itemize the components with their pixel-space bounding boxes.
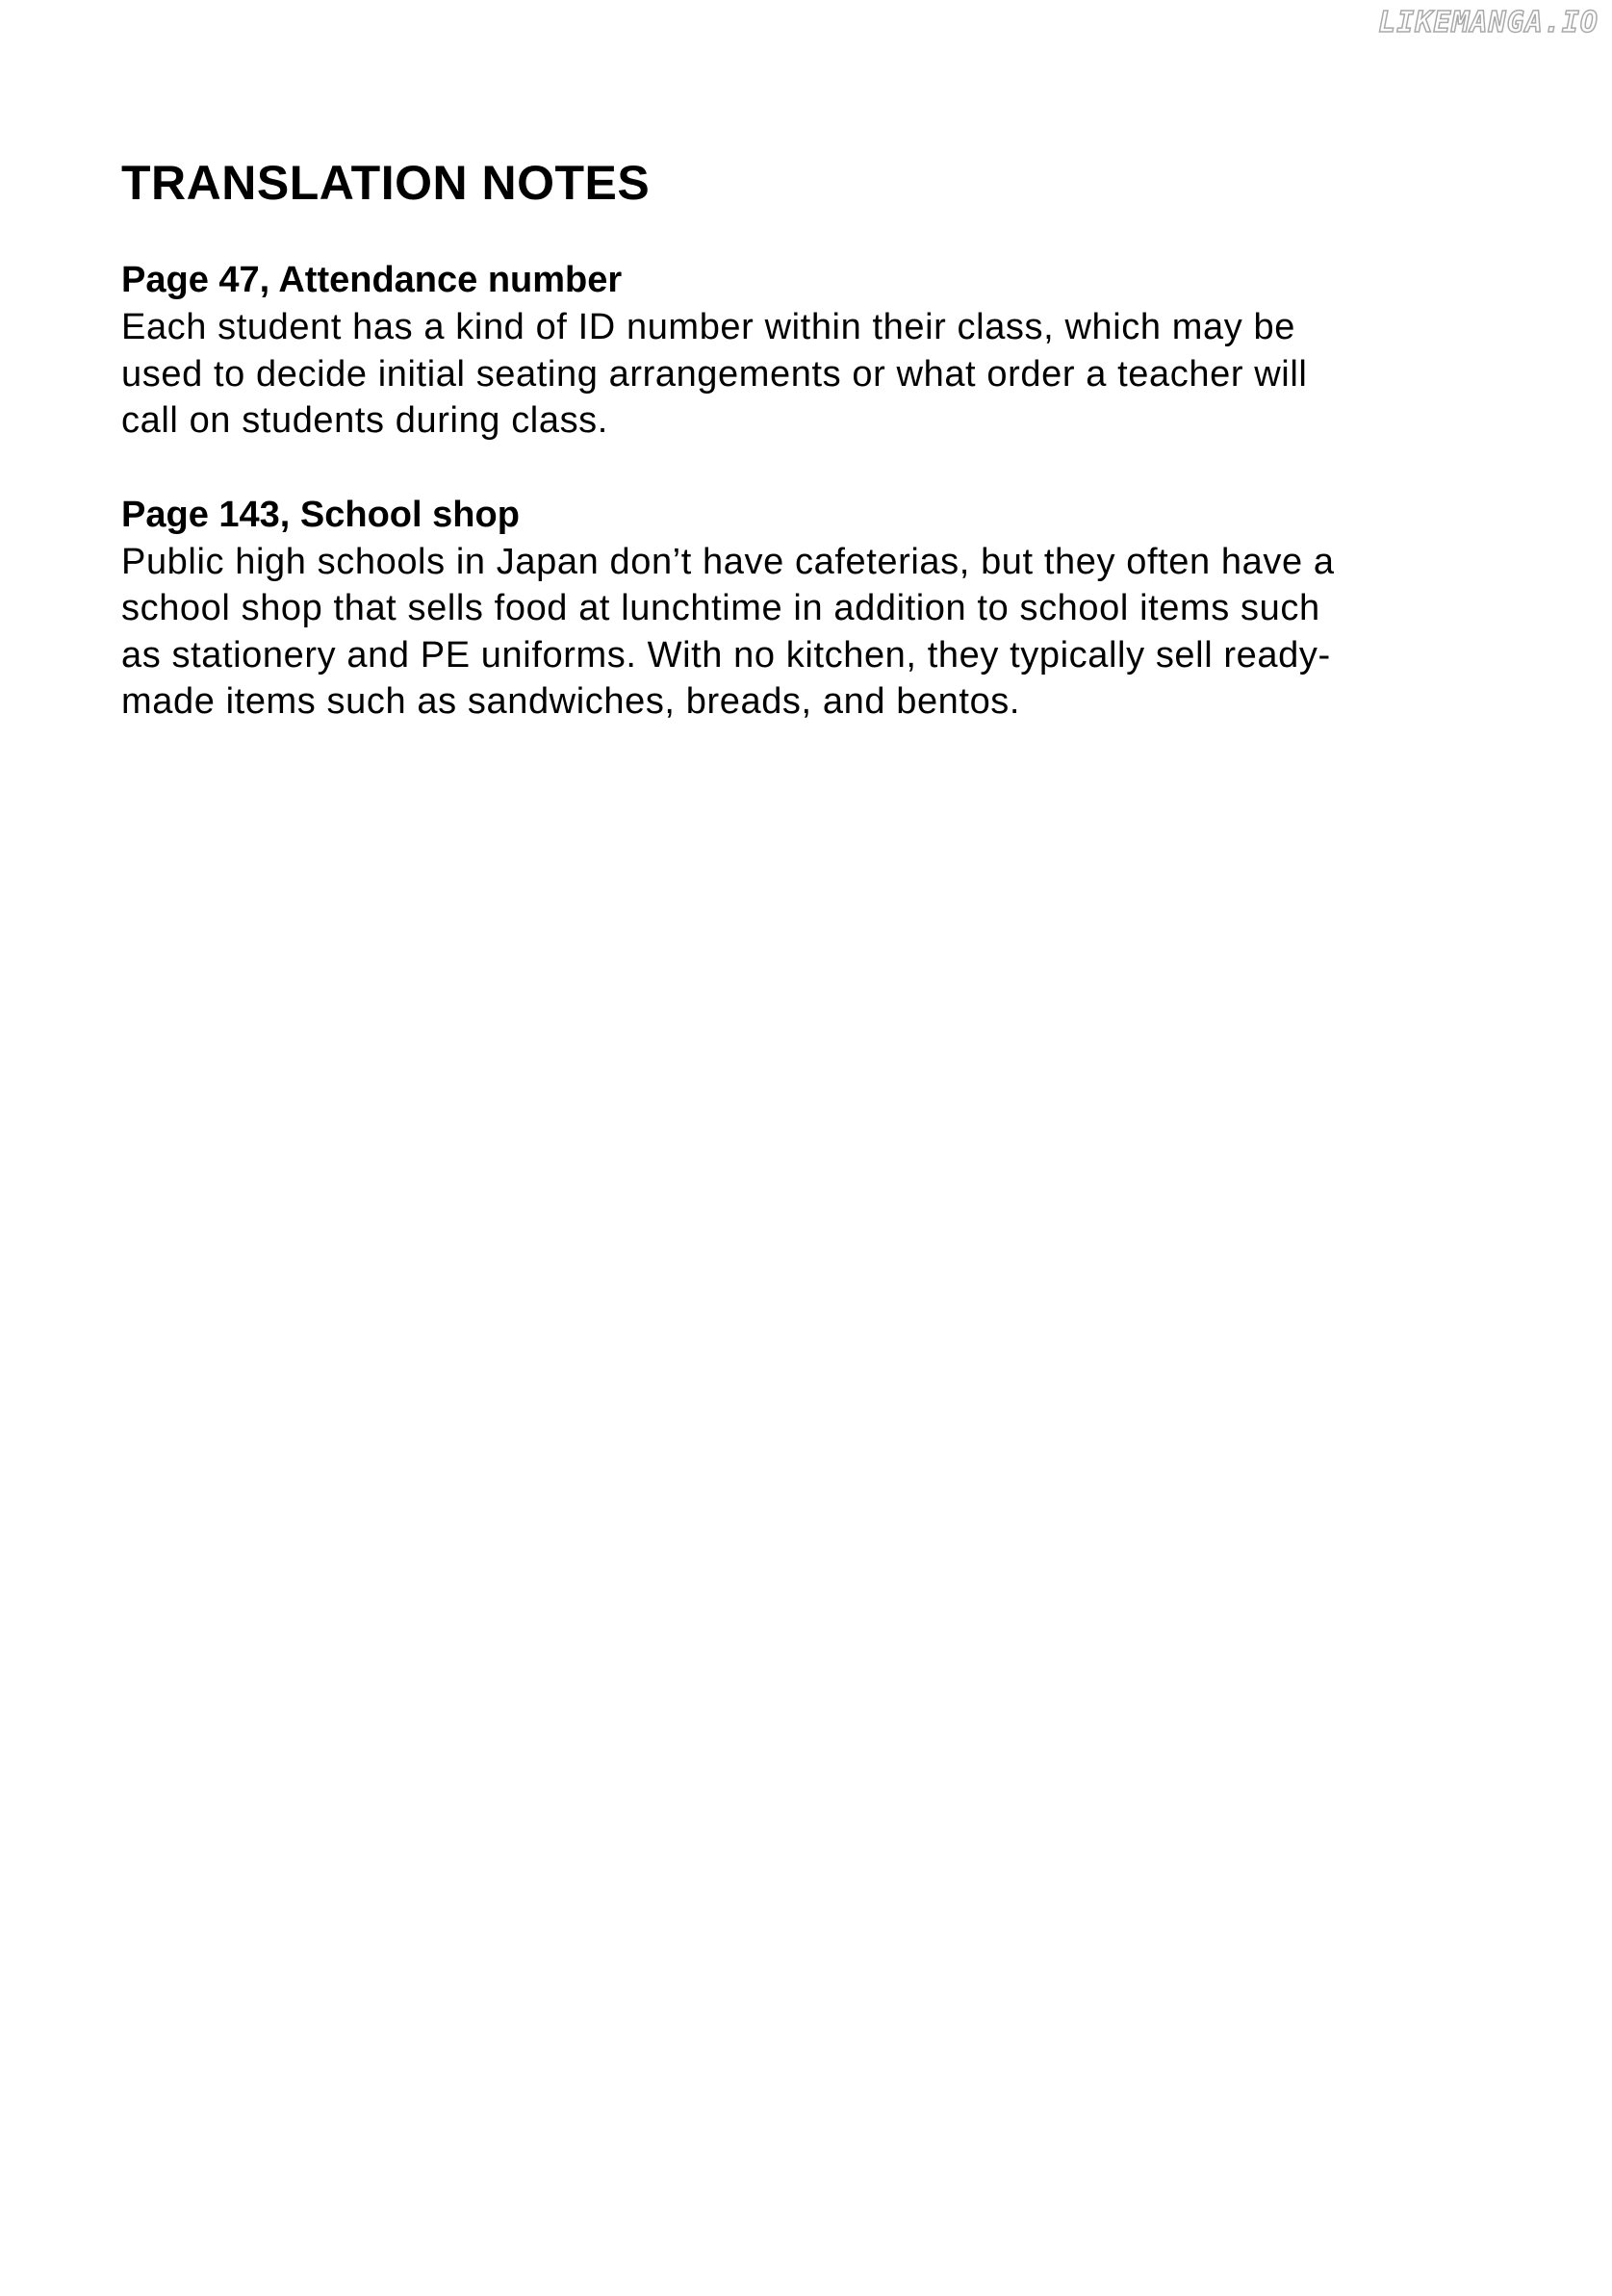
note-line: made items such as sandwiches, breads, and bentos. bbox=[121, 681, 1021, 722]
note-body bbox=[121, 304, 1469, 445]
note-line: Public high schools in Japan don’t have cafeterias, but they often have a bbox=[121, 541, 1335, 582]
site-watermark: LIKEMANGA.IO bbox=[1378, 6, 1599, 39]
note-line: as stationery and PE uniforms. With no kitchen, they typically sell ready- bbox=[121, 634, 1331, 676]
note-line: school shop that sells food at lunchtime in addition to school items such bbox=[121, 588, 1320, 628]
note-body bbox=[121, 539, 1469, 726]
note-heading: Page 47, Attendance number bbox=[121, 260, 623, 300]
translation-notes-page bbox=[121, 146, 1469, 772]
note-line: used to decide initial seating arrangements or what order a teacher will bbox=[121, 353, 1308, 395]
page-title: TRANSLATION NOTES bbox=[121, 156, 651, 210]
note-school-shop bbox=[121, 491, 1469, 726]
note-line: call on students during class. bbox=[121, 400, 608, 441]
note-attendance-number bbox=[121, 256, 1469, 445]
notes-list bbox=[121, 256, 1469, 726]
note-heading: Page 143, School shop bbox=[121, 494, 520, 535]
note-line: Each student has a kind of ID number within their class, which may be bbox=[121, 307, 1295, 347]
